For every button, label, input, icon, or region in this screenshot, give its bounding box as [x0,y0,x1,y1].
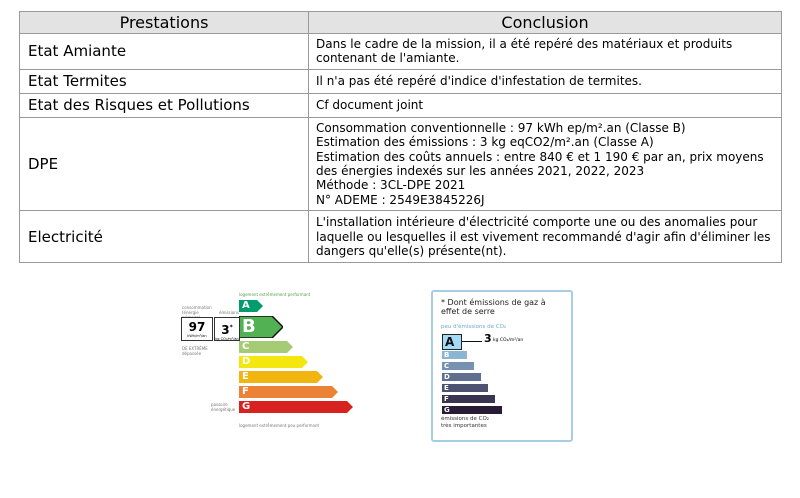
ges-high-note-line: émissions de CO₂ [441,416,489,422]
dpe-class-letter: D [242,356,251,367]
conclusion-line: des énergies indexés sur les années 2021, 2022, 2023 [316,164,645,179]
ges-class-letter: E [444,384,449,392]
ges-value: 3 [484,332,492,345]
row-conclusion [309,117,782,210]
conclusion-line: Il n'a pas été repéré d'indice d'infestation de termites. [316,74,642,89]
table-row [20,69,782,93]
ges-unit: kg CO₂/m²/an [493,338,524,343]
conclusion-line: contenant de l'amiante. [316,51,460,66]
conclusion-line: Estimation des coûts annuels : entre 840 € et 1 190 € par an, prix moyens [316,149,764,164]
dpe-class-d [239,356,308,368]
dpe-emissions-unit: kg CO₂/m²/an [215,337,239,341]
table-header-row [20,12,782,34]
table-row [20,34,782,70]
dpe-bottom-note: logement extrêmement peu performant [239,423,320,428]
dpe-class-e [239,371,323,383]
dpe-class-a [239,300,263,312]
dpe-side-note-2: passoire énergétique [211,402,236,412]
ges-class-letter: G [444,406,450,414]
dpe-consumption-box [181,317,213,341]
dpe-consumption-caption: consommation (énergie [182,305,212,315]
ges-class-letter: F [444,395,449,403]
dpe-class-letter: C [242,341,250,352]
dpe-consumption-value: 97 [188,320,206,334]
dpe-class-letter: B [242,316,256,337]
dpe-emissions-star: * [229,324,233,331]
dpe-class-c [239,341,293,353]
ges-class-b [442,351,467,359]
conclusion-line: Consommation conventionnelle : 97 kWh ep/m².an (Classe B) [316,120,686,135]
header-prestations: Prestations [20,12,309,34]
dpe-class-letter: F [242,386,249,397]
row-label: Electricité [20,211,309,263]
table-row [20,93,782,117]
dpe-emissions-caption: émissions [219,310,239,315]
conclusion-line: N° ADEME : 2549E3845226J [316,192,485,207]
dpe-class-b [239,316,283,338]
row-conclusion [309,93,782,117]
conclusion-line: Méthode : 3CL-DPE 2021 [316,178,466,193]
ges-high-note [441,416,489,430]
header-conclusion: Conclusion [309,12,782,34]
dpe-class-f [239,386,338,398]
ges-note: * Dont émissions de gaz à effet de serre [441,298,546,316]
dpe-class-letter: E [242,371,249,382]
conclusion-line: L'installation intérieure d'électricité comporte une ou des anomalies pour [316,215,758,230]
table-row [20,117,782,210]
dpe-emissions-value: 3 [221,323,230,337]
conclusion-line: Cf document joint [316,98,424,113]
ges-class-f [442,395,495,403]
dpe-class-letter: A [242,300,250,311]
row-label: Etat Termites [20,69,309,93]
ges-low-note: peu d'émissions de CO₂ [441,324,507,330]
conclusion-line: dangers qu'elle(s) présente(nt). [316,243,507,258]
ges-class-letter: D [444,373,450,381]
dpe-emissions-box [214,317,240,341]
row-label: DPE [20,117,309,210]
ges-class-letter: B [444,351,450,359]
ges-class-letter: A [445,335,455,349]
row-conclusion [309,211,782,263]
dpe-consumption-unit: kWh/m²/an [187,334,207,338]
conclusion-line: Dans le cadre de la mission, il a été repéré des matériaux et produits [316,37,733,51]
ges-class-e [442,384,488,392]
ges-class-d [442,373,481,381]
dpe-energy-label [178,290,353,430]
table-row [20,211,782,263]
conclusion-line: Estimation des émissions : 3 kg eqCO2/m².an (Classe A) [316,135,654,150]
row-label: Etat Amiante [20,34,309,70]
ges-class-c [442,362,474,370]
row-conclusion [309,34,782,70]
ges-high-note-line: très importantes [441,423,487,429]
prestations-table [19,11,782,263]
conclusion-line: laquelle ou lesquelles il est vivement recommandé d'agir afin d'éliminer les [316,229,771,244]
dpe-top-note: logement extrêmement performant [239,292,311,297]
ges-class-g [442,406,502,414]
dpe-class-letter: G [242,401,251,412]
ges-class-letter: C [444,362,450,370]
dpe-side-note-1: DE EXTRÊME dépassée [182,346,208,356]
ges-emissions-label [431,290,573,442]
ges-value-pointer [462,341,482,342]
row-label: Etat des Risques et Pollutions [20,93,309,117]
row-conclusion [309,69,782,93]
dpe-class-g [239,401,353,413]
ges-class-a [442,334,462,350]
